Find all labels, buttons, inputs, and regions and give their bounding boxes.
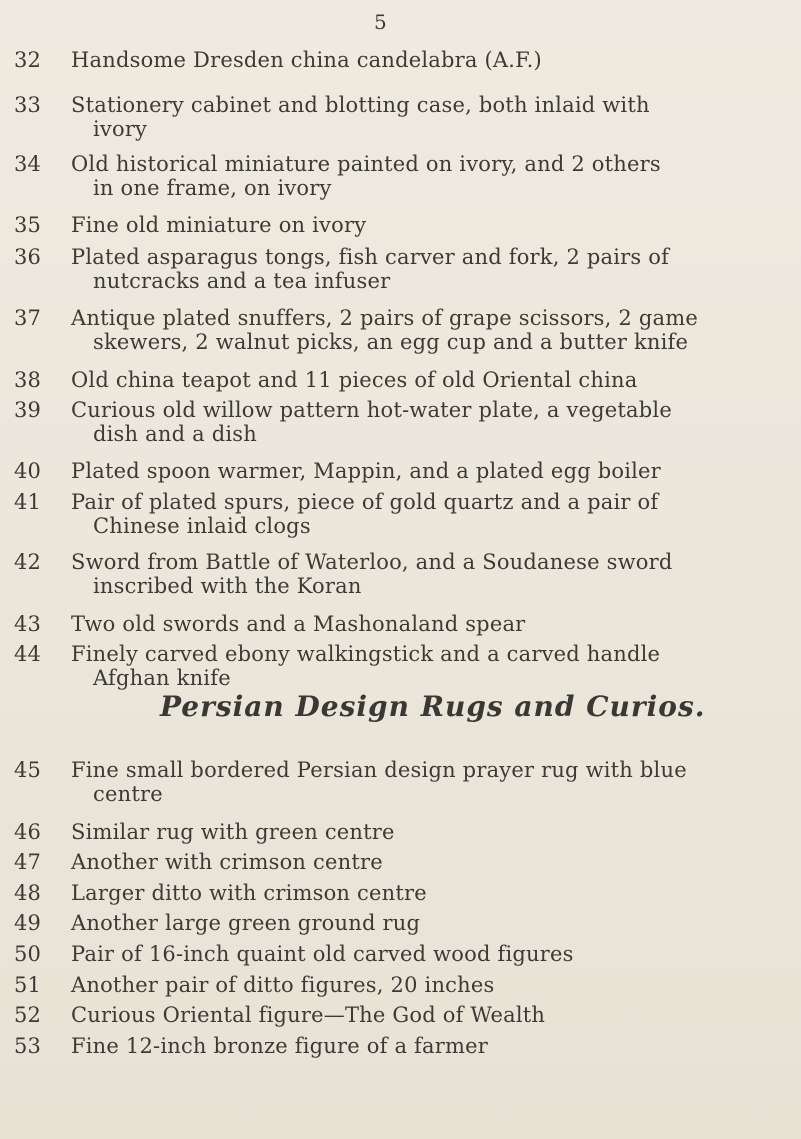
lot-description-line: Fine small bordered Persian design prayer rug with blue (71, 758, 687, 782)
lot-number: 44 (14, 642, 42, 666)
lot-number: 47 (14, 850, 42, 874)
lot-number: 42 (14, 550, 42, 574)
lot-description (71, 642, 787, 690)
lot-number: 46 (14, 820, 42, 844)
lot-description-line: Sword from Battle of Waterloo, and a Soudanese sword (71, 550, 673, 574)
lot-description-line: Curious old willow pattern hot-water plate, a vegetable (71, 398, 672, 422)
lot-number: 34 (14, 152, 42, 176)
lot-description-continuation: inscribed with the Koran (93, 574, 362, 598)
lot-description (71, 93, 787, 141)
lot-description-line: Larger ditto with crimson centre (71, 881, 427, 905)
lot-description-line: Similar rug with green centre (71, 820, 395, 844)
lot-description-continuation: in one frame, on ivory (93, 176, 332, 200)
lot-description (71, 942, 787, 966)
lot-description (71, 48, 787, 72)
lot-number: 37 (14, 306, 42, 330)
lot-description-continuation: Chinese inlaid clogs (93, 514, 311, 538)
lot-description-continuation: ivory (93, 117, 148, 141)
lot-description (71, 820, 787, 844)
lot-number: 45 (14, 758, 42, 782)
lot-description-line: Stationery cabinet and blotting case, both inlaid with (71, 93, 650, 117)
lot-description-continuation: skewers, 2 walnut picks, an egg cup and a butter knife (93, 330, 689, 354)
lot-description (71, 758, 787, 806)
lot-description-line: Pair of 16-inch quaint old carved wood figures (71, 942, 574, 966)
lot-description-line: Fine old miniature on ivory (71, 213, 367, 237)
lot-number: 38 (14, 368, 42, 392)
lot-description-line: Another pair of ditto figures, 20 inches (71, 973, 495, 997)
lot-description (71, 459, 787, 483)
lot-description (71, 490, 787, 538)
lot-description (71, 850, 787, 874)
lot-number: 49 (14, 911, 42, 935)
lot-description-line: Two old swords and a Mashonaland spear (71, 612, 526, 636)
lot-description-line: Plated spoon warmer, Mappin, and a plated egg boiler (71, 459, 661, 483)
lot-number: 53 (14, 1034, 42, 1058)
lot-description-continuation: nutcracks and a tea infuser (93, 269, 391, 293)
lot-description (71, 1003, 787, 1027)
lot-description (71, 398, 787, 446)
lot-description-line: Another large green ground rug (71, 911, 421, 935)
lot-description-line: Plated asparagus tongs, fish carver and fork, 2 pairs of (71, 245, 670, 269)
lot-description (71, 973, 787, 997)
lot-number: 51 (14, 973, 42, 997)
lot-description (71, 1034, 787, 1058)
lot-number: 48 (14, 881, 42, 905)
lot-description-continuation: dish and a dish (93, 422, 257, 446)
lot-description (71, 612, 787, 636)
lot-number: 40 (14, 459, 42, 483)
lot-description-continuation: centre (93, 782, 163, 806)
lot-description (71, 550, 787, 598)
lot-description-line: Handsome Dresden china candelabra (A.F.) (71, 48, 542, 72)
lot-description-line: Curious Oriental figure—The God of Wealth (71, 1003, 546, 1027)
lot-number: 43 (14, 612, 42, 636)
lot-description (71, 881, 787, 905)
lot-description-line: Finely carved ebony walkingstick and a carved handle (71, 642, 661, 666)
lot-number: 50 (14, 942, 42, 966)
lot-description-line: Old historical miniature painted on ivory, and 2 others (71, 152, 661, 176)
lot-number: 32 (14, 48, 42, 72)
lot-description-line: Another with crimson centre (71, 850, 383, 874)
lot-description-line: Old china teapot and 11 pieces of old Oriental china (71, 368, 638, 392)
lot-description (71, 911, 787, 935)
lot-description-line: Fine 12-inch bronze figure of a farmer (71, 1034, 488, 1058)
lot-description (71, 245, 787, 293)
lot-number: 41 (14, 490, 42, 514)
lot-description-line: Antique plated snuffers, 2 pairs of grape scissors, 2 game (71, 306, 698, 330)
lot-description (71, 213, 787, 237)
section-heading: Persian Design Rugs and Curios. (160, 690, 706, 723)
lot-description-continuation: Afghan knife (93, 666, 231, 690)
lot-number: 36 (14, 245, 42, 269)
lot-number: 35 (14, 213, 42, 237)
page-number: 5 (374, 10, 387, 34)
lot-description (71, 152, 787, 200)
lot-description-line: Pair of plated spurs, piece of gold quartz and a pair of (71, 490, 659, 514)
lot-description (71, 368, 787, 392)
lot-number: 52 (14, 1003, 42, 1027)
lot-number: 33 (14, 93, 42, 117)
lot-number: 39 (14, 398, 42, 422)
lot-description (71, 306, 787, 354)
